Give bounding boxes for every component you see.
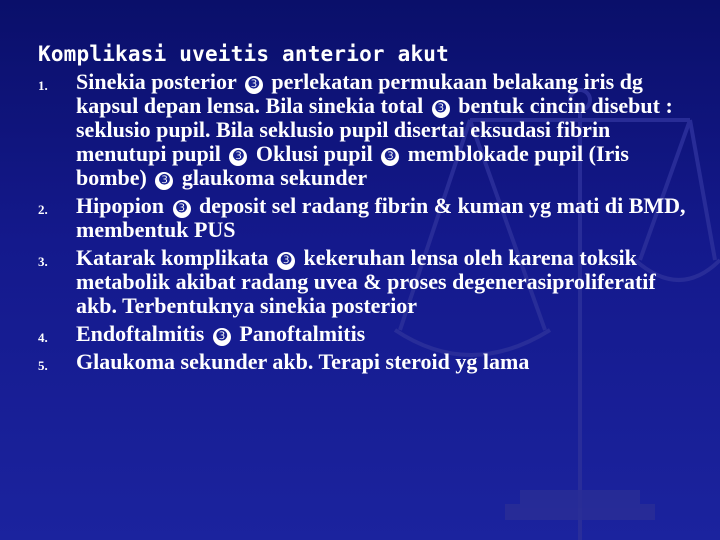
list-number: 1.	[38, 78, 48, 93]
item-text: memblokade pupil (Iris bombe)	[76, 141, 629, 190]
slide-title: Komplikasi uveitis anterior akut	[38, 42, 449, 66]
item-text: Oklusi pupil	[255, 141, 373, 166]
item-text: bentuk cincin disebut : seklusio pupil. Bila seklusio pupil disertai eksudasi fibrin menutupi pupil	[76, 93, 673, 166]
item-text: Sinekia posterior	[76, 69, 237, 94]
item-text: deposit sel radang fibrin & kuman yg mati di BMD, membentuk PUS	[76, 193, 686, 242]
item-text: Glaukoma sekunder akb. Terapi steroid yg lama	[76, 349, 530, 374]
complication-list	[38, 70, 698, 374]
arrow-bullet-icon: ➌	[245, 76, 263, 94]
arrow-bullet-icon: ➌	[381, 148, 399, 166]
arrow-bullet-icon: ➌	[173, 200, 191, 218]
slide-content	[38, 40, 698, 378]
list-number: 5.	[38, 358, 48, 373]
item-text: Katarak komplikata	[76, 245, 269, 270]
list-item	[38, 246, 698, 318]
arrow-bullet-icon: ➌	[155, 172, 173, 190]
list-number: 3.	[38, 254, 48, 269]
item-text: Endoftalmitis	[76, 321, 205, 346]
list-item	[38, 70, 698, 190]
item-text: glaukoma sekunder	[181, 165, 368, 190]
arrow-bullet-icon: ➌	[229, 148, 247, 166]
list-item	[38, 350, 698, 374]
arrow-bullet-icon: ➌	[213, 328, 231, 346]
item-text: Panoftalmitis	[239, 321, 366, 346]
item-text: kekeruhan lensa oleh karena toksik metabolik akibat radang uvea & proses degenerasiproliferatif akb. Terbentuknya sinekia posterior	[76, 245, 656, 318]
arrow-bullet-icon: ➌	[432, 100, 450, 118]
arrow-bullet-icon: ➌	[277, 252, 295, 270]
list-item	[38, 322, 698, 346]
list-number: 4.	[38, 330, 48, 345]
list-item	[38, 194, 698, 242]
item-text: perlekatan permukaan belakang iris dg kapsul depan lensa. Bila sinekia total	[76, 69, 643, 118]
item-text: Hipopion	[76, 193, 165, 218]
list-number: 2.	[38, 202, 48, 217]
